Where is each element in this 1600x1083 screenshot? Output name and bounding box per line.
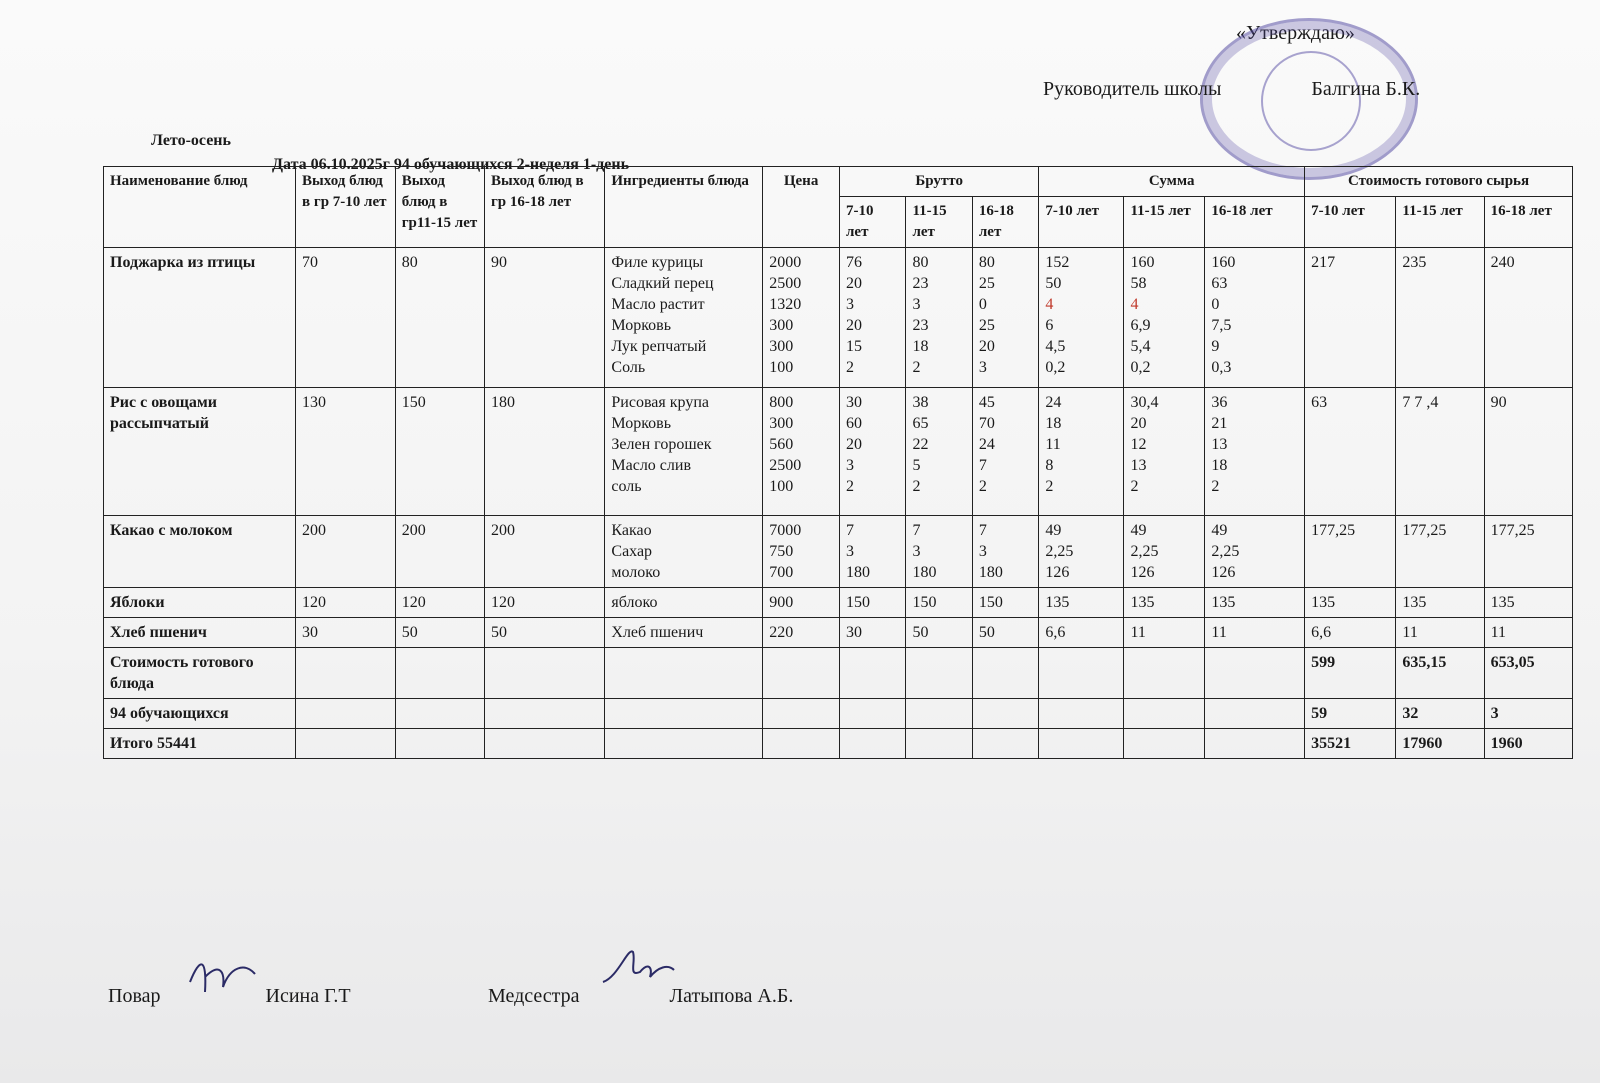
sub-brutto-16-18: 16-18 лет bbox=[972, 197, 1038, 248]
dish-cost: 217 bbox=[1305, 248, 1396, 388]
empty-cell bbox=[1124, 699, 1205, 729]
price-line: 800 bbox=[769, 394, 794, 411]
brutto-16-18-line: 3 bbox=[978, 359, 987, 376]
dish-cost: 90 bbox=[1484, 388, 1572, 516]
ingredient-line: Лук репчатый bbox=[611, 338, 707, 355]
dish-cost: 135 bbox=[1396, 588, 1484, 618]
brutto-16-18-line: 50 bbox=[978, 624, 995, 641]
sum-16-18-line: 13 bbox=[1211, 436, 1228, 453]
dish-name: Яблоки bbox=[104, 588, 296, 618]
dish-cost: 177,25 bbox=[1396, 516, 1484, 588]
total-value: 635,15 bbox=[1396, 648, 1484, 699]
col-out-16-18: Выход блюд в гр 16-18 лет bbox=[484, 167, 604, 248]
sum-7-10-line: 50 bbox=[1045, 275, 1062, 292]
price-line: 7000 bbox=[769, 522, 802, 539]
brutto-7-10-line: 3 bbox=[846, 543, 854, 560]
brutto-7-10 bbox=[840, 618, 906, 648]
brutto-7-10-line: 30 bbox=[846, 624, 862, 641]
empty-cell bbox=[1039, 729, 1124, 759]
dish-output: 30 bbox=[296, 618, 396, 648]
brutto-16-18-line: 70 bbox=[978, 415, 995, 432]
sum-16-18-line: 36 bbox=[1211, 394, 1228, 411]
sum-7-10-line: 6,6 bbox=[1045, 624, 1066, 641]
price-line: 750 bbox=[769, 543, 794, 560]
brutto-16-18 bbox=[972, 248, 1038, 388]
price-line: 300 bbox=[769, 317, 794, 334]
brutto-16-18 bbox=[972, 388, 1038, 516]
empty-cell bbox=[296, 729, 396, 759]
dish-output: 200 bbox=[296, 516, 396, 588]
sum-16-18-line: 135 bbox=[1211, 594, 1236, 611]
sub-brutto-7-10: 7-10 лет bbox=[840, 197, 906, 248]
brutto-11-15-line: 38 bbox=[912, 394, 929, 411]
col-sum: Сумма bbox=[1039, 167, 1305, 197]
col-out-7-10: Выход блюд в гр 7-10 лет bbox=[296, 167, 396, 248]
dish-cost: 11 bbox=[1396, 618, 1484, 648]
nurse-handwritten-signature bbox=[598, 942, 678, 992]
ingredient-line: Зелен горошек bbox=[611, 436, 712, 453]
empty-cell bbox=[484, 729, 604, 759]
dish-name: Хлеб пшенич bbox=[104, 618, 296, 648]
empty-cell bbox=[484, 648, 604, 699]
sum-7-10-line: 6 bbox=[1045, 317, 1054, 334]
menu-table bbox=[103, 166, 1573, 759]
price-line: 2500 bbox=[769, 457, 802, 474]
total-value: 17960 bbox=[1396, 729, 1484, 759]
sum-11-15 bbox=[1124, 588, 1205, 618]
ingredient-line: соль bbox=[611, 478, 642, 495]
price-line: 1320 bbox=[769, 296, 802, 313]
brutto-11-15-line: 3 bbox=[912, 296, 921, 313]
empty-cell bbox=[296, 648, 396, 699]
brutto-16-18-line: 80 bbox=[978, 254, 995, 271]
empty-cell bbox=[840, 699, 906, 729]
table-row bbox=[104, 248, 1573, 388]
dish-cost: 6,6 bbox=[1305, 618, 1396, 648]
sum-7-10 bbox=[1039, 516, 1124, 588]
table-row bbox=[104, 516, 1573, 588]
cook-handwritten-signature bbox=[185, 952, 260, 1000]
brutto-11-15-line: 5 bbox=[912, 457, 921, 474]
sum-11-15-line: 6,9 bbox=[1130, 317, 1151, 334]
sum-16-18 bbox=[1205, 618, 1305, 648]
brutto-7-10-line: 150 bbox=[846, 594, 870, 611]
price-line: 300 bbox=[769, 338, 794, 355]
dish-output: 180 bbox=[484, 388, 604, 516]
price-line: 300 bbox=[769, 415, 794, 432]
table-row bbox=[104, 618, 1573, 648]
brutto-7-10-line: 20 bbox=[846, 275, 862, 292]
dish-output: 120 bbox=[296, 588, 396, 618]
brutto-16-18-line: 7 bbox=[978, 522, 987, 539]
empty-cell bbox=[840, 648, 906, 699]
brutto-11-15-line: 3 bbox=[912, 543, 921, 560]
sum-7-10-line: 2,25 bbox=[1045, 543, 1074, 560]
brutto-7-10-line: 180 bbox=[846, 564, 870, 581]
empty-cell bbox=[605, 648, 763, 699]
col-out-11-15: Выход блюд в гр11-15 лет bbox=[395, 167, 484, 248]
empty-cell bbox=[1205, 648, 1305, 699]
total-value: 653,05 bbox=[1484, 648, 1572, 699]
sum-11-15-line: 49 bbox=[1130, 522, 1147, 539]
brutto-7-10-line: 60 bbox=[846, 415, 862, 432]
price-line: 100 bbox=[769, 478, 794, 495]
sum-7-10-line: 152 bbox=[1045, 254, 1070, 271]
ingredient-line: Соль bbox=[611, 359, 646, 376]
total-value: 32 bbox=[1396, 699, 1484, 729]
sum-16-18 bbox=[1205, 516, 1305, 588]
brutto-16-18-line: 150 bbox=[978, 594, 1003, 611]
sum-7-10-line: 2 bbox=[1045, 478, 1054, 495]
ingredient-line: Какао bbox=[611, 522, 652, 539]
sum-7-10-line: 4,5 bbox=[1045, 338, 1066, 355]
dish-output: 50 bbox=[395, 618, 484, 648]
price-line: 700 bbox=[769, 564, 794, 581]
sum-16-18-line: 49 bbox=[1211, 522, 1228, 539]
dish-output: 50 bbox=[484, 618, 604, 648]
total-value: 3 bbox=[1484, 699, 1572, 729]
dish-output: 200 bbox=[395, 516, 484, 588]
brutto-16-18-line: 45 bbox=[978, 394, 995, 411]
brutto-11-15 bbox=[906, 618, 972, 648]
ingredient-line: молоко bbox=[611, 564, 661, 581]
dish-cost: 177,25 bbox=[1484, 516, 1572, 588]
dish-output: 130 bbox=[296, 388, 396, 516]
brutto-16-18-line: 20 bbox=[978, 338, 995, 355]
sum-16-18 bbox=[1205, 588, 1305, 618]
sum-11-15-line: 12 bbox=[1130, 436, 1147, 453]
dish-output: 200 bbox=[484, 516, 604, 588]
sum-11-15 bbox=[1124, 516, 1205, 588]
sum-7-10 bbox=[1039, 588, 1124, 618]
dish-rows bbox=[104, 248, 1573, 648]
sum-11-15 bbox=[1124, 248, 1205, 388]
director-line bbox=[1043, 78, 1420, 101]
total-row bbox=[104, 699, 1573, 729]
sum-16-18-line: 0,3 bbox=[1211, 359, 1232, 376]
sum-7-10-line: 18 bbox=[1045, 415, 1062, 432]
brutto-16-18-line: 7 bbox=[978, 457, 987, 474]
sum-11-15-line: 2 bbox=[1130, 478, 1139, 495]
dish-cost: 135 bbox=[1305, 588, 1396, 618]
sum-11-15 bbox=[1124, 618, 1205, 648]
sum-11-15-line: 20 bbox=[1130, 415, 1147, 432]
ingredient-line: Масло слив bbox=[611, 457, 692, 474]
brutto-16-18-line: 2 bbox=[978, 478, 987, 495]
sub-cost-16-18: 16-18 лет bbox=[1484, 197, 1572, 248]
brutto-7-10-line: 7 bbox=[846, 522, 854, 539]
brutto-11-15-line: 150 bbox=[912, 594, 937, 611]
brutto-11-15-line: 180 bbox=[912, 564, 937, 581]
nurse-role: Медсестра bbox=[488, 985, 580, 1007]
cook-name: Исина Г.Т bbox=[265, 985, 351, 1007]
sum-7-10 bbox=[1039, 248, 1124, 388]
empty-cell bbox=[1124, 648, 1205, 699]
empty-cell bbox=[972, 699, 1038, 729]
brutto-11-15-line: 2 bbox=[912, 478, 921, 495]
empty-cell bbox=[1039, 699, 1124, 729]
total-row bbox=[104, 648, 1573, 699]
sum-7-10-line: 4 bbox=[1045, 296, 1054, 313]
price-line: 2500 bbox=[769, 275, 802, 292]
sum-11-15-line: 2,25 bbox=[1130, 543, 1159, 560]
dish-cost: 177,25 bbox=[1305, 516, 1396, 588]
sum-16-18-line: 11 bbox=[1211, 624, 1227, 641]
dish-output: 120 bbox=[484, 588, 604, 618]
brutto-16-18-line: 25 bbox=[978, 275, 995, 292]
brutto-16-18 bbox=[972, 588, 1038, 618]
brutto-7-10-line: 20 bbox=[846, 436, 862, 453]
price-line: 560 bbox=[769, 436, 794, 453]
total-label: 94 обучающихся bbox=[104, 699, 296, 729]
brutto-7-10-line: 3 bbox=[846, 457, 854, 474]
brutto-11-15-line: 50 bbox=[912, 624, 929, 641]
sum-16-18 bbox=[1205, 388, 1305, 516]
brutto-7-10-line: 2 bbox=[846, 359, 854, 376]
sum-16-18-line: 21 bbox=[1211, 415, 1228, 432]
empty-cell bbox=[972, 729, 1038, 759]
cook-role: Повар bbox=[108, 985, 161, 1007]
sum-11-15-line: 13 bbox=[1130, 457, 1147, 474]
table-row bbox=[104, 588, 1573, 618]
ingredient bbox=[605, 388, 763, 516]
dish-cost: 63 bbox=[1305, 388, 1396, 516]
ingredient-line: Филе курицы bbox=[611, 254, 704, 271]
price-line: 2000 bbox=[769, 254, 802, 271]
ingredient bbox=[605, 516, 763, 588]
brutto-11-15-line: 65 bbox=[912, 415, 929, 432]
empty-cell bbox=[840, 729, 906, 759]
brutto-16-18 bbox=[972, 618, 1038, 648]
sum-16-18-line: 2,25 bbox=[1211, 543, 1240, 560]
ingredient bbox=[605, 588, 763, 618]
ingredient-line: Сладкий перец bbox=[611, 275, 714, 292]
brutto-11-15 bbox=[906, 248, 972, 388]
ingredient bbox=[605, 618, 763, 648]
sum-7-10 bbox=[1039, 388, 1124, 516]
dish-name: Рис с овощами рассыпчатый bbox=[104, 388, 296, 516]
sum-7-10-line: 24 bbox=[1045, 394, 1062, 411]
sum-16-18-line: 18 bbox=[1211, 457, 1228, 474]
sum-16-18 bbox=[1205, 248, 1305, 388]
sum-11-15-line: 160 bbox=[1130, 254, 1155, 271]
sum-16-18-line: 9 bbox=[1211, 338, 1220, 355]
empty-cell bbox=[906, 729, 972, 759]
empty-cell bbox=[395, 699, 484, 729]
empty-cell bbox=[1124, 729, 1205, 759]
empty-cell bbox=[1205, 729, 1305, 759]
brutto-7-10-line: 30 bbox=[846, 394, 862, 411]
sum-16-18-line: 2 bbox=[1211, 478, 1220, 495]
sum-7-10-line: 49 bbox=[1045, 522, 1062, 539]
brutto-11-15-line: 2 bbox=[912, 359, 921, 376]
sub-sum-11-15: 11-15 лет bbox=[1124, 197, 1205, 248]
season-label: Лето-осень bbox=[151, 132, 231, 149]
dish-name: Поджарка из птицы bbox=[104, 248, 296, 388]
empty-cell bbox=[484, 699, 604, 729]
dish-cost: 7 7 ,4 bbox=[1396, 388, 1484, 516]
brutto-7-10-line: 15 bbox=[846, 338, 862, 355]
total-row bbox=[104, 729, 1573, 759]
dish-output: 90 bbox=[484, 248, 604, 388]
brutto-11-15-line: 23 bbox=[912, 317, 929, 334]
col-brutto: Брутто bbox=[840, 167, 1039, 197]
sub-brutto-11-15: 11-15 лет bbox=[906, 197, 972, 248]
sum-16-18-line: 0 bbox=[1211, 296, 1220, 313]
sum-16-18-line: 7,5 bbox=[1211, 317, 1232, 334]
empty-cell bbox=[395, 648, 484, 699]
price-line: 220 bbox=[769, 624, 794, 641]
sum-16-18-line: 160 bbox=[1211, 254, 1236, 271]
total-label: Итого 55441 bbox=[104, 729, 296, 759]
dish-cost: 135 bbox=[1484, 588, 1572, 618]
brutto-7-10 bbox=[840, 248, 906, 388]
sum-7-10-line: 11 bbox=[1045, 436, 1061, 453]
brutto-11-15 bbox=[906, 516, 972, 588]
empty-cell bbox=[906, 648, 972, 699]
brutto-11-15-line: 18 bbox=[912, 338, 929, 355]
sum-11-15-line: 126 bbox=[1130, 564, 1155, 581]
price bbox=[763, 588, 840, 618]
empty-cell bbox=[605, 729, 763, 759]
dish-output: 80 bbox=[395, 248, 484, 388]
ingredient-line: Морковь bbox=[611, 415, 672, 432]
brutto-16-18-line: 25 bbox=[978, 317, 995, 334]
dish-cost: 240 bbox=[1484, 248, 1572, 388]
brutto-16-18-line: 24 bbox=[978, 436, 995, 453]
total-value: 1960 bbox=[1484, 729, 1572, 759]
brutto-7-10-line: 2 bbox=[846, 478, 854, 495]
brutto-7-10-line: 76 bbox=[846, 254, 862, 271]
dish-name: Какао с молоком bbox=[104, 516, 296, 588]
sum-11-15-line: 11 bbox=[1130, 624, 1146, 641]
director-name: Балгина Б.К. bbox=[1311, 78, 1421, 100]
total-value: 35521 bbox=[1305, 729, 1396, 759]
sum-7-10-line: 126 bbox=[1045, 564, 1070, 581]
col-dish: Наименование блюд bbox=[104, 167, 296, 248]
brutto-11-15 bbox=[906, 388, 972, 516]
sum-11-15-line: 4 bbox=[1130, 296, 1139, 313]
brutto-7-10-line: 3 bbox=[846, 296, 854, 313]
col-price: Цена bbox=[763, 167, 840, 248]
brutto-7-10-line: 20 bbox=[846, 317, 862, 334]
ingredient-line: яблоко bbox=[611, 594, 658, 611]
dish-output: 150 bbox=[395, 388, 484, 516]
empty-cell bbox=[906, 699, 972, 729]
brutto-11-15 bbox=[906, 588, 972, 618]
empty-cell bbox=[1205, 699, 1305, 729]
brutto-16-18-line: 3 bbox=[978, 543, 987, 560]
empty-cell bbox=[296, 699, 396, 729]
sum-7-10 bbox=[1039, 618, 1124, 648]
sum-11-15 bbox=[1124, 388, 1205, 516]
ingredient-line: Хлеб пшенич bbox=[611, 624, 704, 641]
total-value: 599 bbox=[1305, 648, 1396, 699]
dish-cost: 11 bbox=[1484, 618, 1572, 648]
price-line: 900 bbox=[769, 594, 794, 611]
brutto-11-15-line: 7 bbox=[912, 522, 921, 539]
ingredient-line: Сахар bbox=[611, 543, 653, 560]
empty-cell bbox=[605, 699, 763, 729]
dish-output: 120 bbox=[395, 588, 484, 618]
price bbox=[763, 248, 840, 388]
sum-7-10-line: 135 bbox=[1045, 594, 1070, 611]
price-line: 100 bbox=[769, 359, 794, 376]
col-cost: Стоимость готового сырья bbox=[1305, 167, 1573, 197]
dish-cost: 235 bbox=[1396, 248, 1484, 388]
brutto-16-18 bbox=[972, 516, 1038, 588]
total-value: 59 bbox=[1305, 699, 1396, 729]
brutto-7-10 bbox=[840, 388, 906, 516]
sum-11-15-line: 30,4 bbox=[1130, 394, 1159, 411]
brutto-7-10 bbox=[840, 516, 906, 588]
price bbox=[763, 388, 840, 516]
empty-cell bbox=[1039, 648, 1124, 699]
empty-cell bbox=[763, 729, 840, 759]
sum-16-18-line: 126 bbox=[1211, 564, 1236, 581]
dish-output: 70 bbox=[296, 248, 396, 388]
sum-11-15-line: 135 bbox=[1130, 594, 1155, 611]
sum-11-15-line: 0,2 bbox=[1130, 359, 1151, 376]
ingredient-line: Рисовая крупа bbox=[611, 394, 709, 411]
sum-11-15-line: 5,4 bbox=[1130, 338, 1151, 355]
sub-cost-11-15: 11-15 лет bbox=[1396, 197, 1484, 248]
total-label: Стоимость готового блюда bbox=[104, 648, 296, 699]
total-rows bbox=[104, 648, 1573, 759]
date-line: Дата 06.10.2025г 94 обучающихся 2-неделя 1-день bbox=[272, 156, 630, 173]
brutto-7-10 bbox=[840, 588, 906, 618]
sum-7-10-line: 0,2 bbox=[1045, 359, 1066, 376]
price bbox=[763, 516, 840, 588]
brutto-16-18-line: 0 bbox=[978, 296, 987, 313]
empty-cell bbox=[972, 648, 1038, 699]
empty-cell bbox=[763, 699, 840, 729]
sub-cost-7-10: 7-10 лет bbox=[1305, 197, 1396, 248]
table-row bbox=[104, 388, 1573, 516]
ingredient-line: Масло растит bbox=[611, 296, 705, 313]
empty-cell bbox=[395, 729, 484, 759]
sub-sum-7-10: 7-10 лет bbox=[1039, 197, 1124, 248]
sub-sum-16-18: 16-18 лет bbox=[1205, 197, 1305, 248]
brutto-11-15-line: 23 bbox=[912, 275, 929, 292]
director-title: Руководитель школы bbox=[1043, 78, 1222, 100]
brutto-16-18-line: 180 bbox=[978, 564, 1003, 581]
brutto-11-15-line: 80 bbox=[912, 254, 929, 271]
sum-7-10-line: 8 bbox=[1045, 457, 1054, 474]
nurse-name: Латыпова А.Б. bbox=[669, 985, 794, 1007]
empty-cell bbox=[763, 648, 840, 699]
brutto-11-15-line: 22 bbox=[912, 436, 929, 453]
table-header bbox=[104, 167, 1573, 248]
approval-heading: «Утверждаю» bbox=[1236, 22, 1355, 44]
sum-11-15-line: 58 bbox=[1130, 275, 1147, 292]
col-ingredients: Ингредиенты блюда bbox=[605, 167, 763, 248]
sum-16-18-line: 63 bbox=[1211, 275, 1228, 292]
price bbox=[763, 618, 840, 648]
ingredient-line: Морковь bbox=[611, 317, 672, 334]
ingredient bbox=[605, 248, 763, 388]
